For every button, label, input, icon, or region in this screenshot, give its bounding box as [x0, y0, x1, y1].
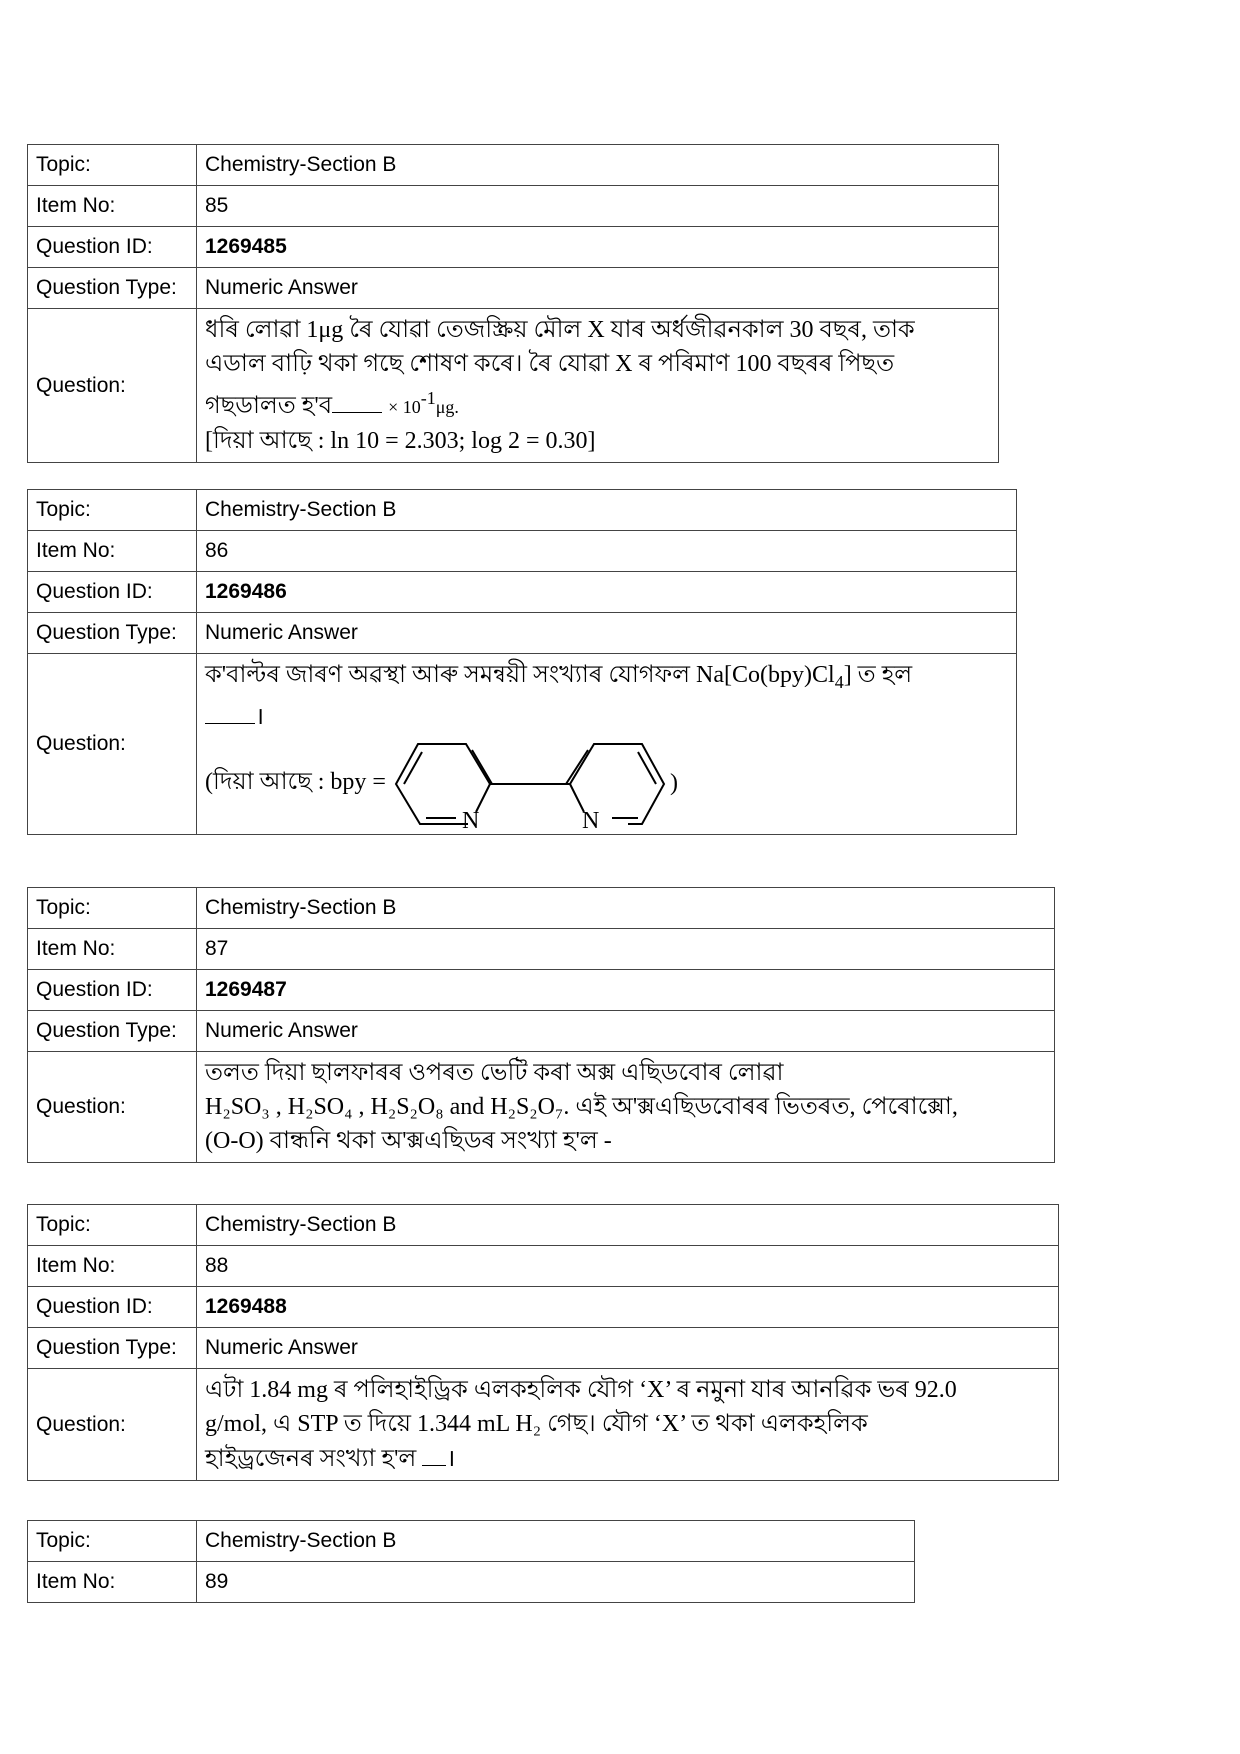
item-no-value: 85 — [197, 186, 999, 227]
question-table-88 — [27, 1204, 1059, 1481]
nitrogen-atom-1: N — [461, 807, 480, 830]
question-id-row — [28, 970, 1055, 1011]
question-row — [28, 654, 1017, 835]
question-id-value: 1269488 — [197, 1287, 1059, 1328]
topic-row — [28, 490, 1017, 531]
question-id-value: 1269486 — [197, 572, 1017, 613]
question-type-label: Question Type: — [28, 268, 197, 309]
question-type-row — [28, 1328, 1059, 1369]
item-no-label: Item No: — [28, 531, 197, 572]
item-no-row — [28, 186, 999, 227]
question-label: Question: — [28, 1369, 197, 1481]
given-line — [205, 734, 1008, 830]
question-line: তলত দিয়া ছালফাৰৰ ওপৰত ভেটি কৰা অক্স এছিডবোৰ লোৱা — [205, 1060, 784, 1086]
item-no-value: 89 — [197, 1562, 915, 1603]
answer-blank — [422, 1441, 446, 1466]
left-ring-double — [472, 750, 492, 784]
question-text — [197, 1369, 1059, 1481]
question-id-value: 1269487 — [197, 970, 1055, 1011]
question-table-85 — [27, 144, 999, 463]
question-id-row — [28, 1287, 1059, 1328]
item-no-row — [28, 531, 1017, 572]
question-row — [28, 309, 999, 463]
item-no-label: Item No: — [28, 1562, 197, 1603]
item-no-row — [28, 1562, 915, 1603]
question-type-value: Numeric Answer — [197, 1328, 1059, 1369]
question-label: Question: — [28, 654, 197, 835]
question-type-row — [28, 268, 999, 309]
question-type-row — [28, 613, 1017, 654]
question-id-label: Question ID: — [28, 970, 197, 1011]
item-no-value: 88 — [197, 1246, 1059, 1287]
right-ring-double — [566, 750, 588, 784]
question-id-label: Question ID: — [28, 572, 197, 613]
question-row — [28, 1052, 1055, 1163]
question-text — [197, 1052, 1055, 1163]
item-no-label: Item No: — [28, 929, 197, 970]
question-type-label: Question Type: — [28, 1011, 197, 1052]
item-no-label: Item No: — [28, 1246, 197, 1287]
item-no-value: 87 — [197, 929, 1055, 970]
item-no-value: 86 — [197, 531, 1017, 572]
question-line: ক'বাল্টৰ জাৰণ অৱস্থা আৰু সমন্বয়ী সংখ্যাৰ যোগফল $Na[Co(bpy)Cl_4]$ ত হল — [205, 662, 913, 692]
question-table-86 — [27, 489, 1017, 835]
nitrogen-atom-2: N — [581, 807, 600, 830]
answer-blank — [205, 699, 255, 724]
question-table-89 — [27, 1520, 915, 1603]
topic-label: Topic: — [28, 888, 197, 929]
question-line: এডাল বাঢ়ি থকা গছে শোষণ কৰে। ৰৈ যোৱা X ৰ পৰিমাণ 100 বছৰৰ পিছত — [205, 351, 895, 377]
question-id-row — [28, 227, 999, 268]
question-type-value: Numeric Answer — [197, 1011, 1055, 1052]
question-line: । — [205, 699, 1008, 734]
question-id-label: Question ID: — [28, 227, 197, 268]
question-id-label: Question ID: — [28, 1287, 197, 1328]
question-label: Question: — [28, 309, 197, 463]
question-type-row — [28, 1011, 1055, 1052]
item-no-row — [28, 1246, 1059, 1287]
topic-value: Chemistry-Section B — [197, 145, 999, 186]
topic-row — [28, 1205, 1059, 1246]
right-ring-double — [638, 752, 656, 784]
question-line: এটা 1.84 mg ৰ পলিহাইড্ৰিক এলকহলিক যৌগ ‘X’ ৰ নমুনা যাৰ আনৱিক ভৰ 92.0 — [205, 1377, 957, 1403]
question-line: [দিয়া আছে : ln 10 = 2.303; log 2 = 0.30] — [205, 428, 596, 454]
topic-label: Topic: — [28, 1521, 197, 1562]
question-text — [197, 309, 999, 463]
topic-row — [28, 145, 999, 186]
question-line: হাইড্ৰজেনৰ সংখ্যা হ'ল । — [205, 1441, 1050, 1476]
bipyridine-structure — [392, 734, 712, 830]
question-line: g/mol, এ STP ত দিয়ে 1.344 mL H₂ গেছ। যৌগ ‘X’ ত থকা এলকহলিক — [205, 1411, 868, 1437]
question-text — [197, 654, 1017, 835]
topic-value: Chemistry-Section B — [197, 1521, 915, 1562]
given-label: (দিয়া আছে : bpy = — [205, 768, 386, 795]
question-line: H₂SO₃ , H₂SO₄ , H₂S₂O₈ and H₂S₂O₇. এই অ'ক্সএছিডবোৰৰ ভিতৰত, পেৰোক্সো, — [205, 1094, 958, 1120]
topic-row — [28, 1521, 915, 1562]
question-label: Question: — [28, 1052, 197, 1163]
topic-value: Chemistry-Section B — [197, 888, 1055, 929]
question-row — [28, 1369, 1059, 1481]
question-type-value: Numeric Answer — [197, 613, 1017, 654]
given-close: ) — [669, 769, 678, 796]
question-id-row — [28, 572, 1017, 613]
item-no-row — [28, 929, 1055, 970]
topic-value: Chemistry-Section B — [197, 490, 1017, 531]
left-ring-double — [404, 752, 422, 784]
topic-label: Topic: — [28, 1205, 197, 1246]
question-line: (O-O) বান্ধনি থকা অ'ক্সএছিডৰ সংখ্যা হ'ল - — [205, 1128, 612, 1154]
topic-label: Topic: — [28, 145, 197, 186]
topic-row — [28, 888, 1055, 929]
question-type-value: Numeric Answer — [197, 268, 999, 309]
question-type-label: Question Type: — [28, 1328, 197, 1369]
topic-label: Topic: — [28, 490, 197, 531]
answer-blank — [332, 388, 382, 413]
question-line: ধৰি লোৱা 1μg ৰৈ যোৱা তেজস্ক্ৰিয় মৌল X যাৰ অৰ্ধজীৱনকাল 30 বছৰ, তাক — [205, 317, 915, 343]
topic-value: Chemistry-Section B — [197, 1205, 1059, 1246]
item-no-label: Item No: — [28, 186, 197, 227]
question-table-87 — [27, 887, 1055, 1163]
question-line: গছডালত হ'ব × $10^{-1}\mu g$. — [205, 388, 459, 419]
question-type-label: Question Type: — [28, 613, 197, 654]
question-id-value: 1269485 — [197, 227, 999, 268]
